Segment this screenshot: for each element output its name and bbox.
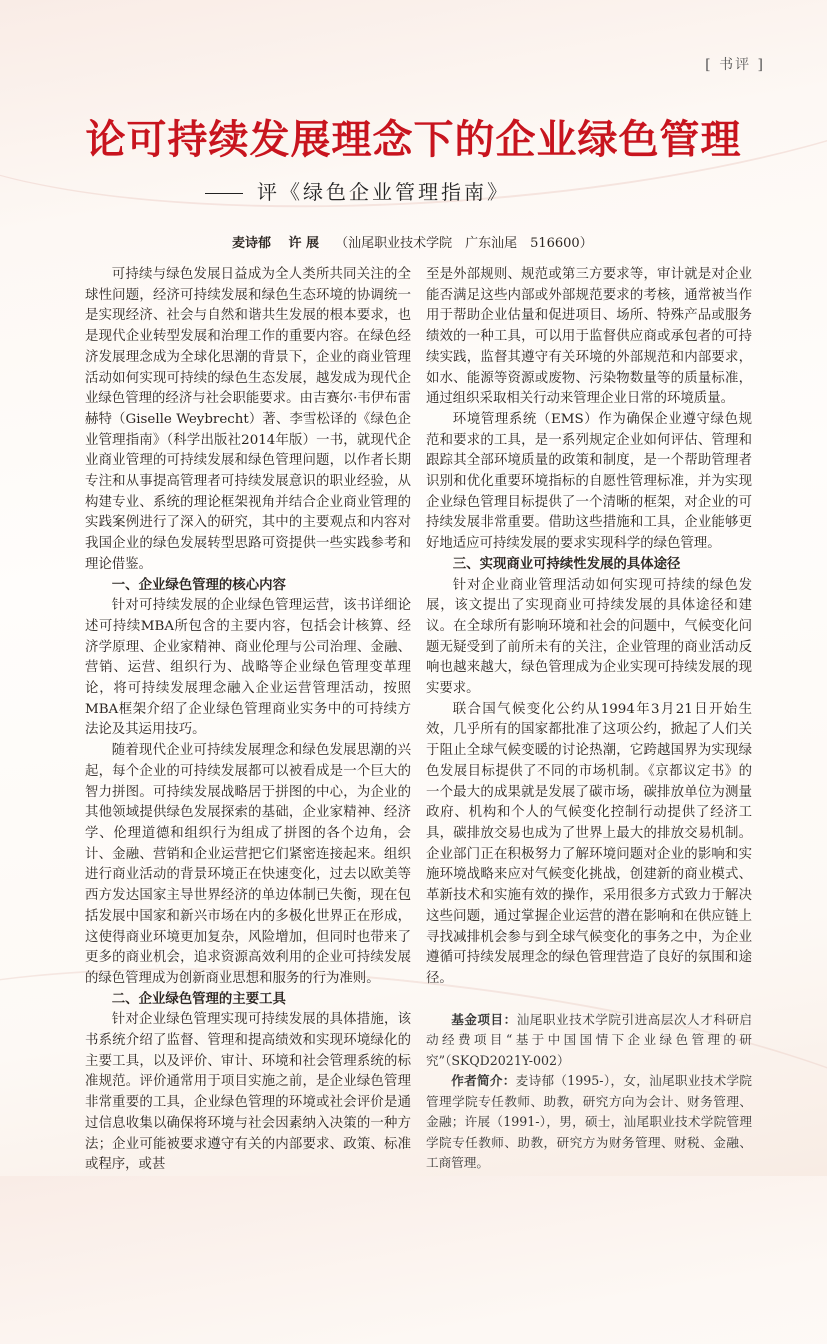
paragraph: 联合国气候变化公约从1994年3月21日开始生效，几乎所有的国家都批准了这项公约，掀起了人们关于阻止全球气候变暖的讨论热潮，它跨越国界为实现绿色发展目标提供了不同的市场机制。《京都议定书》的一个最大的成果就是发展了碳市场，碳排放单位为测量政府、机构和个人的气候变化控制行动提供了经济工具，碳排放交易也成为了世界上最大的排放交易机制。企业部门正在积极努力了解环境问题对企业的影响和实施环境战略来应对气候变化挑战，创建新的商业模式、革新技术和实施有效的操作，采用很多方式致力于解决这些问题，通过掌握企业运营的潜在影响和在供应链上寻找减排机会参与到全球气候变化的事务之中，为企业遵循可持续发展理念的绿色管理营造了良好的氛围和途径。 <box>426 701 752 986</box>
paragraph: 至是外部规则、规范或第三方要求等，审计就是对企业能否满足这些内部或外部规范要求的考核，通常被当作用于帮助企业估量和促进项目、场所、特殊产品或服务绩效的一种工具，可以用于监督供应商或承包者的可持续实践，监督其遵守有关环境的外部规范和内部要求，如水、能源等资源或废物、污染物数量等的质量标准，通过组织采取相关行动来管理企业日常的环境质量。 <box>426 267 752 407</box>
article-subtitle <box>205 176 510 205</box>
fund-note <box>426 1010 752 1072</box>
article-title: 论可持续发展理念下的企业绿色管理 <box>85 117 742 163</box>
bio-text: 麦诗郁（1995-），女，汕尾职业技术学院管理学院专任教师、助教，研究方向为会计、财务管理、金融；许展（1991-），男，硕士，汕尾职业技术学院管理学院专任教师、助教，研究方为财务管理、财税、金融、工商管理。 <box>426 1073 752 1171</box>
paragraph: 针对可持续发展的企业绿色管理运营，该书详细论述可持续MBA所包含的主要内容，包括会计核算、经济学原理、企业家精神、商业伦理与公司治理、金融、营销、运营、组织行为、战略等企业绿色管理变革理论，将可持续发展理念融入企业运营管理活动，按照MBA框架介绍了企业绿色管理商业实务中的可持续方法论及其运用技巧。 <box>85 598 411 738</box>
fund-text: 汕尾职业技术学院引进高层次人才科研启动经费项目“基于中国国情下企业绿色管理的研究”（SKQD2021Y-002） <box>426 1011 753 1068</box>
author-names: 麦诗郁 许 展 <box>232 236 320 251</box>
author-affiliation: （汕尾职业技术学院 广东汕尾 516600） <box>335 236 593 251</box>
paragraph: 随着现代企业可持续发展理念和绿色发展思潮的兴起，每个企业的可持续发展都可以被看成是一个巨大的智力拼图。可持续发展战略居于拼图的中心，为企业的其他领域提供绿色发展探索的基础，企业家精神、经济学、伦理道德和组织行为组成了拼图的各个边角，会计、金融、营销和企业运营把它们紧密连接起来。组织进行商业活动的背景环境正在快速变化，过去以欧美等西方发达国家主导世界经济的单边体制已失衡，现在包括发展中国家和新兴市场在内的多极化世界正在形成，这使得商业环境更加复杂，风险增加，但同时也带来了更多的商业机会，追求资源高效利用的企业可持续发展的绿色管理成为创新商业思想和服务的行为准则。 <box>85 743 411 986</box>
author-line <box>232 232 593 251</box>
dash-divider <box>205 193 243 194</box>
paragraph: 针对企业绿色管理实现可持续发展的具体措施，该书系统介绍了监督、管理和提高绩效和实现环境绿化的主要工具，以及评价、审计、环境和社会管理系统的标准规范。评价通常用于项目实施之前，是企业绿色管理非常重要的工具，企业绿色管理的环境或社会评价是通过信息收集以确保将环境与社会因素纳入决策的一种方法；企业可能被要求遵守有关的内部要求、政策、标准或程序，或甚 <box>85 1012 411 1173</box>
section-tag: [ 书评 ] <box>705 57 765 73</box>
right-column <box>426 265 752 1174</box>
fund-label: 基金项目： <box>451 1011 517 1027</box>
paragraph: 环境管理系统（EMS）作为确保企业遵守绿色规范和要求的工具，是一系列规定企业如何评估、管理和跟踪其全部环境质量的政策和制度，是一个帮助管理者识别和优化重要环境指标的自愿性管理标准，并为实现企业绿色管理目标提供了一个清晰的框架，对企业的可持续发展非常重要。借助这些措施和工具，企业能够更好地适应可持续发展的要求实现科学的绿色管理。 <box>426 411 752 552</box>
article-notes <box>426 1010 752 1174</box>
left-column <box>85 265 411 1176</box>
subtitle-text: 评《绿色企业管理指南》 <box>257 180 510 204</box>
bio-label: 作者简介： <box>451 1073 516 1089</box>
section-heading: 二、企业绿色管理的主要工具 <box>111 991 286 1007</box>
section-heading: 三、实现商业可持续性发展的具体途径 <box>452 556 681 572</box>
section-heading: 一、企业绿色管理的核心内容 <box>111 577 286 593</box>
paragraph: 针对企业商业管理活动如何实现可持续的绿色发展，该文提出了实现商业可持续发展的具体途径和建议。在全球所有影响环境和社会的问题中，气候变化问题无疑受到了前所未有的关注，企业管理的商业活动反响也越来越大，绿色管理成为企业实现可持续发展的现实要求。 <box>426 577 752 697</box>
paragraph: 可持续与绿色发展日益成为全人类所共同关注的全球性问题，经济可持续发展和绿色生态环境的协调统一是实现经济、社会与自然和谐共生发展的根本要求，也是现代企业转型发展和治理工作的重要内容。在绿色经济发展理念成为全球化思潮的背景下，企业的商业管理活动如何实现可持续的绿色生态发展，越发成为现代企业绿色管理的经济与社会职能要求。由吉赛尔·韦伊布雷赫特（Giselle Weybrecht）著、李雪松译的《绿色企业管理指南》（科学出版社2014年版）一书，就现代企业商业管理的可持续发展和绿色管理问题，以作者长期专注和从事提高管理者可持续发展意识的职业经验，从构建专业、系统的理论框架视角并结合企业商业管理的实践案例进行了深入的研究，其中的主要观点和内容对我国企业的绿色发展转型思路可资提供一些实践参考和理论借鉴。 <box>85 267 411 572</box>
author-bio <box>426 1071 752 1174</box>
